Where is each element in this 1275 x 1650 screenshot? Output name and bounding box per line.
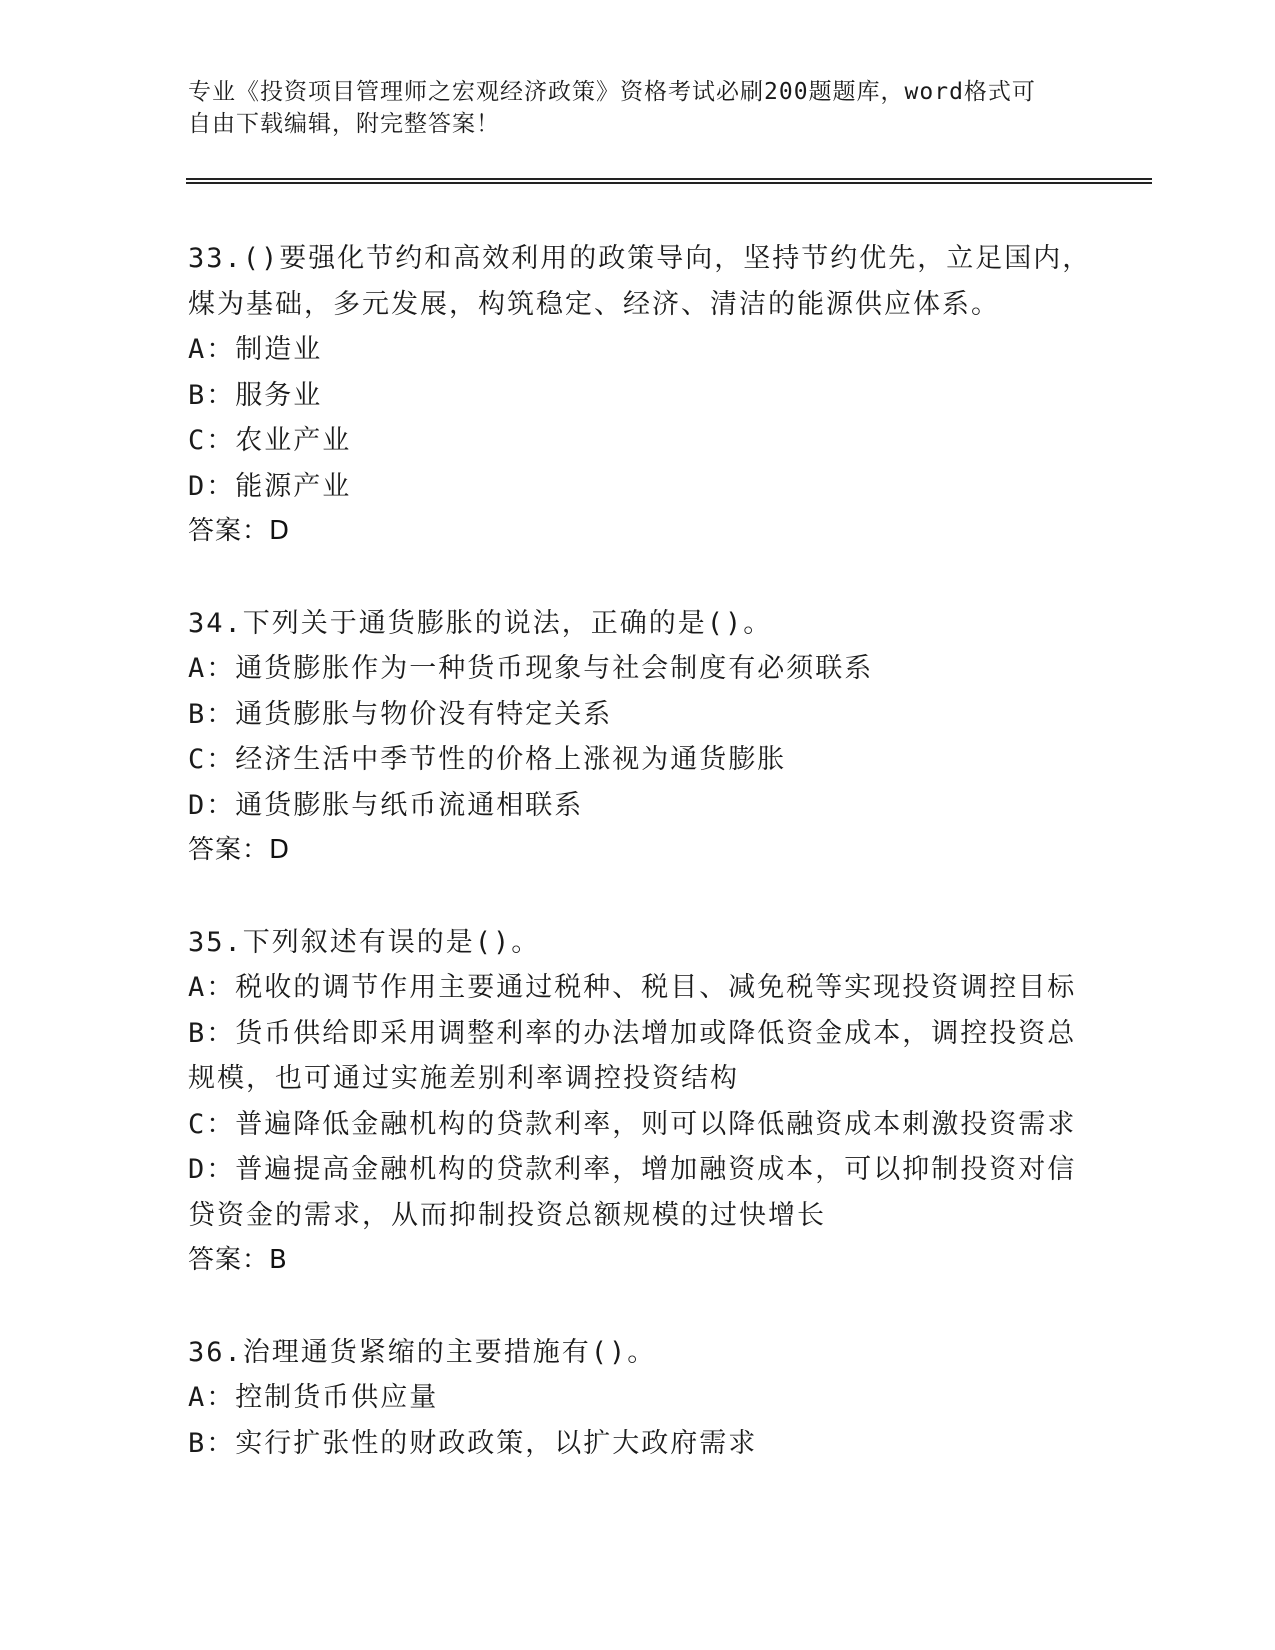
option-c: C：经济生活中季节性的价格上涨视为通货膨胀 [188,744,787,775]
answer: 答案：D [188,516,291,546]
option-b-continued: 规模，也可通过实施差别利率调控投资结构 [188,1063,739,1094]
question-list [188,236,1092,1512]
question-34 [188,601,1088,874]
question-stem: 35.下列叙述有误的是()。 [188,926,541,958]
answer: 答案：B [188,1245,288,1275]
option-c: C：普遍降低金融机构的贷款利率，则可以降低融资成本刺激投资需求 [188,1108,1077,1140]
option-a: A：控制货币供应量 [188,1382,439,1413]
question-stem: 36.治理通货紧缩的主要措施有()。 [188,1336,657,1368]
header-line-1: 专业《投资项目管理师之宏观经济政策》资格考试必刷200题题库，word格式可 [188,79,1036,105]
question-stem-continued: 煤为基础，多元发展，构筑稳定、经济、清洁的能源供应体系。 [188,288,1000,320]
header-divider [186,178,1152,184]
option-b: B：通货膨胀与物价没有特定关系 [188,698,613,730]
option-b: B：货币供给即采用调整利率的办法增加或降低资金成本，调控投资总 [188,1017,1077,1049]
document-header [188,76,1088,140]
question-stem: 33.()要强化节约和高效利用的政策导向，坚持节约优先，立足国内， [188,243,1092,274]
option-d: D：能源产业 [188,470,352,502]
answer: 答案：D [188,835,291,865]
option-b: B：服务业 [188,379,323,411]
option-d-continued: 贷资金的需求，从而抑制投资总额规模的过快增长 [188,1199,826,1231]
option-c: C：农业产业 [188,425,352,456]
option-b: B：实行扩张性的财政政策，以扩大政府需求 [188,1427,758,1459]
question-33 [188,236,1092,555]
option-a: A：制造业 [188,334,323,365]
question-35 [188,920,1088,1284]
option-a: A：通货膨胀作为一种货币现象与社会制度有必须联系 [188,653,874,684]
option-a: A：税收的调节作用主要通过税种、税目、减免税等实现投资调控目标 [188,972,1077,1003]
option-d: D：通货膨胀与纸币流通相联系 [188,789,584,821]
question-36 [188,1330,1088,1467]
question-stem: 34.下列关于通货膨胀的说法，正确的是()。 [188,607,773,639]
header-line-2: 自由下载编辑，附完整答案！ [188,111,500,137]
option-d: D：普遍提高金融机构的贷款利率，增加融资成本，可以抑制投资对信 [188,1154,1077,1185]
